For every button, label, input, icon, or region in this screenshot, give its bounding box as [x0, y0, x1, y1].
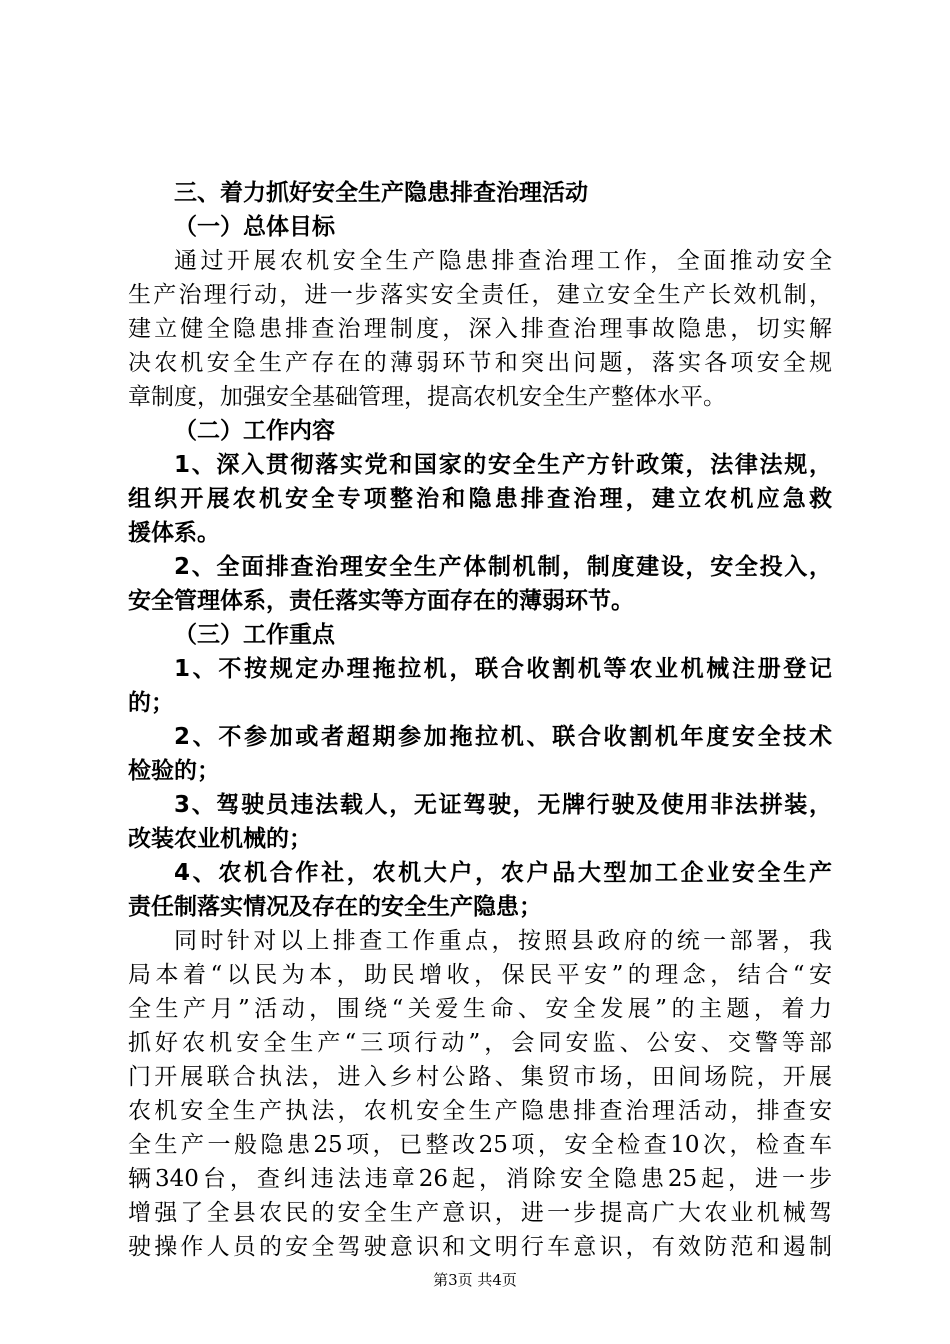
document-body: [128, 176, 832, 1264]
text-line: 抓好农机安全生产“三项行动”，会同安监、公安、交警等部: [128, 1030, 832, 1056]
text-line: 增强了全县农民的安全生产意识，进一步提高广大农业机械驾: [128, 1200, 832, 1226]
text-line: （二）工作内容: [174, 418, 335, 444]
text-line: 援体系。: [128, 520, 220, 546]
text-line: 2、全面排查治理安全生产体制机制，制度建设，安全投入，: [174, 554, 832, 580]
text-line: 建立健全隐患排查治理制度，深入排查治理事故隐患，切实解: [128, 316, 832, 342]
text-line: 门开展联合执法，进入乡村公路、集贸市场，田间场院，开展: [128, 1064, 832, 1090]
text-line: 4、农机合作社，农机大户，农户品大型加工企业安全生产: [174, 860, 832, 886]
text-line: 组织开展农机安全专项整治和隐患排查治理，建立农机应急救: [128, 486, 832, 512]
text-line: （三）工作重点: [174, 622, 335, 648]
text-line: 检验的；: [128, 758, 220, 784]
text-line: 局本着“以民为本，助民增收，保民平安”的理念，结合“安: [128, 962, 832, 988]
text-line: 驶操作人员的安全驾驶意识和文明行车意识，有效防范和遏制: [128, 1234, 832, 1260]
text-line: 全生产一般隐患25项，已整改25项，安全检查10次，检查车: [128, 1132, 832, 1158]
text-line: 章制度，加强安全基础管理，提高农机安全生产整体水平。: [128, 384, 726, 410]
text-line: 1、不按规定办理拖拉机，联合收割机等农业机械注册登记: [174, 656, 832, 682]
text-line: 通过开展农机安全生产隐患排查治理工作，全面推动安全: [174, 248, 832, 274]
text-line: 2、不参加或者超期参加拖拉机、联合收割机年度安全技术: [174, 724, 832, 750]
text-line: 改装农业机械的；: [128, 826, 312, 852]
text-line: 生产治理行动，进一步落实安全责任，建立安全生产长效机制，: [128, 282, 832, 308]
text-line: 辆340台，查纠违法违章26起，消除安全隐患25起，进一步: [128, 1166, 832, 1192]
text-line: 安全管理体系，责任落实等方面存在的薄弱环节。: [128, 588, 634, 614]
text-line: 决农机安全生产存在的薄弱环节和突出问题，落实各项安全规: [128, 350, 832, 376]
text-line: 三、着力抓好安全生产隐患排查治理活动: [174, 180, 588, 206]
text-line: （一）总体目标: [174, 214, 335, 240]
text-line: 的；: [128, 690, 174, 716]
text-line: 3、驾驶员违法载人，无证驾驶，无牌行驶及使用非法拼装，: [174, 792, 832, 818]
page-number-label: 第3页 共4页: [433, 1271, 517, 1289]
text-line: 全生产月”活动，围绕“关爱生命、安全发展”的主题，着力: [128, 996, 832, 1022]
text-line: 同时针对以上排查工作重点，按照县政府的统一部署，我: [174, 928, 832, 954]
text-line: 责任制落实情况及存在的安全生产隐患；: [128, 894, 542, 920]
text-line: 农机安全生产执法，农机安全生产隐患排查治理活动，排查安: [128, 1098, 832, 1124]
text-line: 1、深入贯彻落实党和国家的安全生产方针政策，法律法规，: [174, 452, 832, 478]
page-footer: [0, 1270, 950, 1290]
